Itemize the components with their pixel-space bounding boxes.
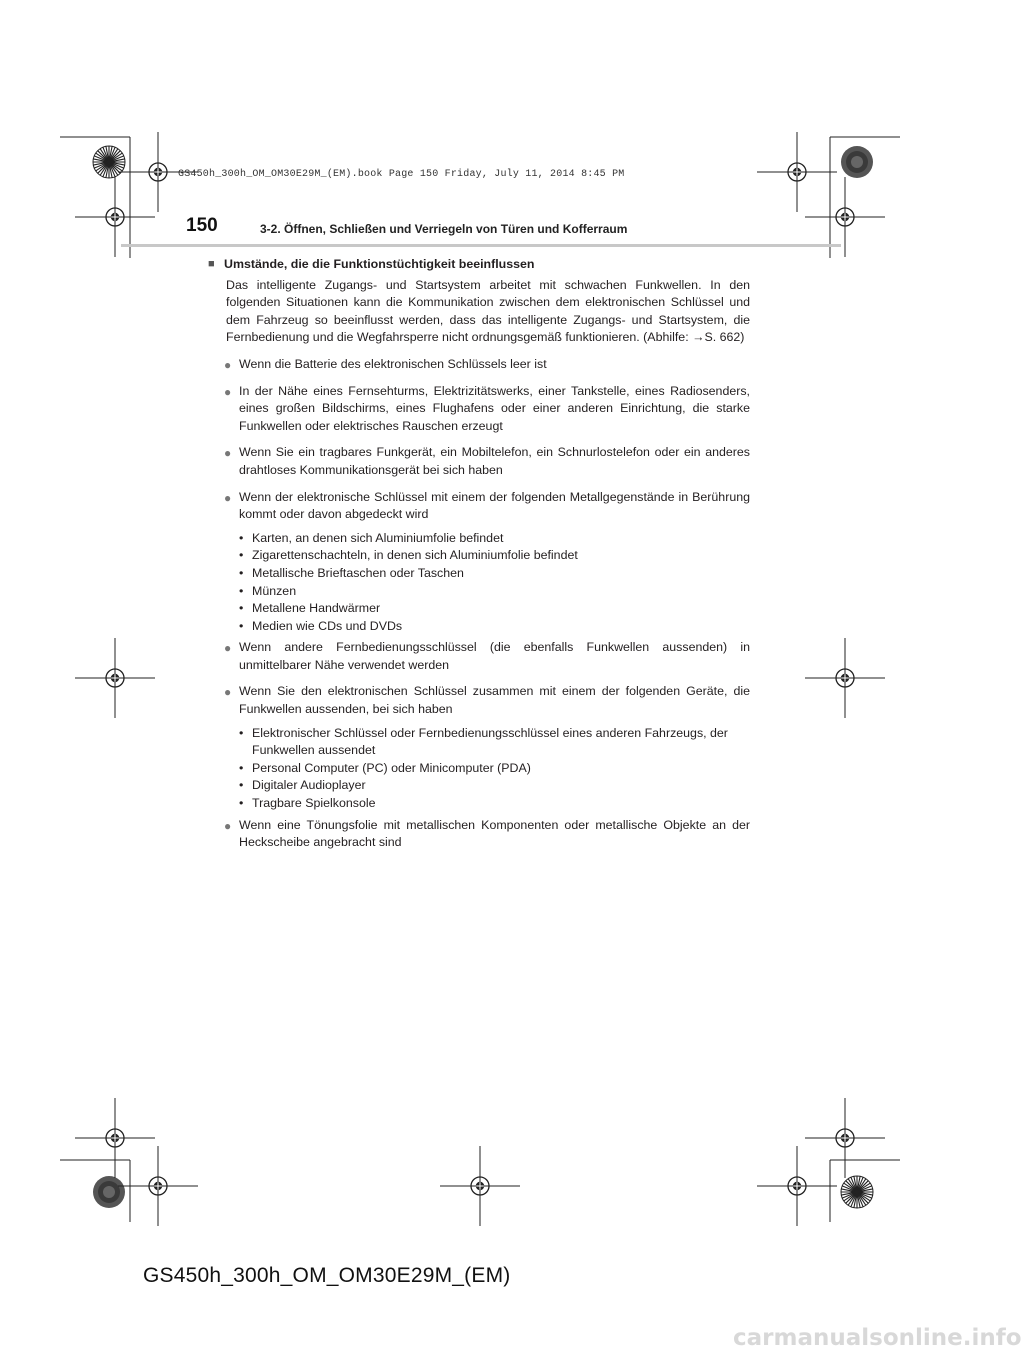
section-title: 3-2. Öffnen, Schließen und Verriegeln von Türen und Kofferraum [260,222,628,236]
list-item-text: In der Nähe eines Fernsehturms, Elektrizitätswerks, einer Tankstelle, eines Radiosenders, eines großen Bildschirms, eines Flughafens oder einer anderen Einrichtung, die starke Funkwellen oder elektrisches Rauschen erzeugt [239,383,750,433]
sub-list-item: • Elektronischer Schlüssel oder Fernbedienungsschlüssel eines anderen Fahrzeugs, der Funkwellen aussendet [239,725,728,758]
print-stamp: GS450h_300h_OM_OM30E29M_(EM).book Page 150 Friday, July 11, 2014 8:45 PM [178,169,625,180]
sub-list-item: • Metallene Handwärmer [239,601,381,616]
section-heading [208,256,750,274]
bullet-icon: ● [224,357,232,372]
bullet-icon: ● [224,384,232,399]
sub-list-item: • Münzen [239,583,297,598]
list-item-text: Wenn die Batterie des elektronischen Schlüssels leer ist [239,356,547,371]
sub-list-item: • Medien wie CDs und DVDs [239,618,403,633]
watermark: carmanualsonline.info [733,1325,1022,1351]
page-number: 150 [186,215,218,236]
list-item-text: Wenn andere Fernbedienungsschlüssel (die ebenfalls Funkwellen aussenden) in unmittelbarer Nähe verwendet werden [239,640,750,672]
heading-text: Umstände, die die Funktionstüchtigkeit beeinflussen [224,257,535,271]
manual-code: GS450h_300h_OM_OM30E29M_(EM) [143,1264,511,1287]
list-item-text: Wenn der elektronische Schlüssel mit einem der folgenden Metallgegenstände in Berührung kommt oder davon abgedeckt wird [239,489,750,522]
page-content [208,256,750,861]
bullet-icon: ● [224,641,232,656]
bullet-icon: ● [224,685,232,700]
list-item-text: Wenn Sie den elektronischen Schlüssel zusammen mit einem der folgenden Geräte, die Funkwellen aussenden, bei sich haben [239,684,750,717]
list-item [208,383,750,436]
metal-items-list [208,530,750,636]
sub-list-item: • Tragbare Spielkonsole [239,796,376,811]
list-item [208,683,750,718]
sub-list-item: • Metallische Brieftaschen oder Taschen [239,565,464,580]
bullet-icon: ● [224,490,232,505]
intro-paragraph: Das intelligente Zugangs- und Startsystem arbeitet mit schwachen Funkwellen. In den folgenden Situationen kann die Kommunikation zwischen dem elektronischen Schlüssel und dem Fahrzeug so beeinflusst werden, dass das intelligente Zugangs- und Startsystem, die Fernbedienung und die Wegfahrsperre nicht ordnungsgemäß funktionieren. (Abhilfe: →S. 662) [226,277,750,345]
list-item [208,356,750,374]
list-item-text: Wenn Sie ein tragbares Funkgerät, ein Mobiltelefon, ein Schnurlostelefon oder ein anderes drahtloses Kommunikationsgerät bei sich haben [239,445,750,477]
list-item [208,489,750,524]
list-item [208,444,750,479]
sub-list-item: • Karten, an denen sich Aluminiumfolie befindet [239,530,504,545]
square-bullet-icon: ■ [208,258,215,270]
sub-list-item: • Digitaler Audioplayer [239,778,366,793]
list-item [208,817,750,852]
bullet-icon: ● [224,818,232,833]
bullet-icon: ● [224,446,232,461]
list-item-text: Wenn eine Tönungsfolie mit metallischen Komponenten oder metallische Objekte an der Heckscheibe angebracht sind [239,817,750,850]
sub-list-item: • Personal Computer (PC) oder Minicomputer (PDA) [239,760,531,775]
header-rule [121,244,841,247]
list-item [208,639,750,674]
device-items-list [208,725,750,813]
sub-list-item: • Zigarettenschachteln, in denen sich Aluminiumfolie befindet [239,548,578,563]
